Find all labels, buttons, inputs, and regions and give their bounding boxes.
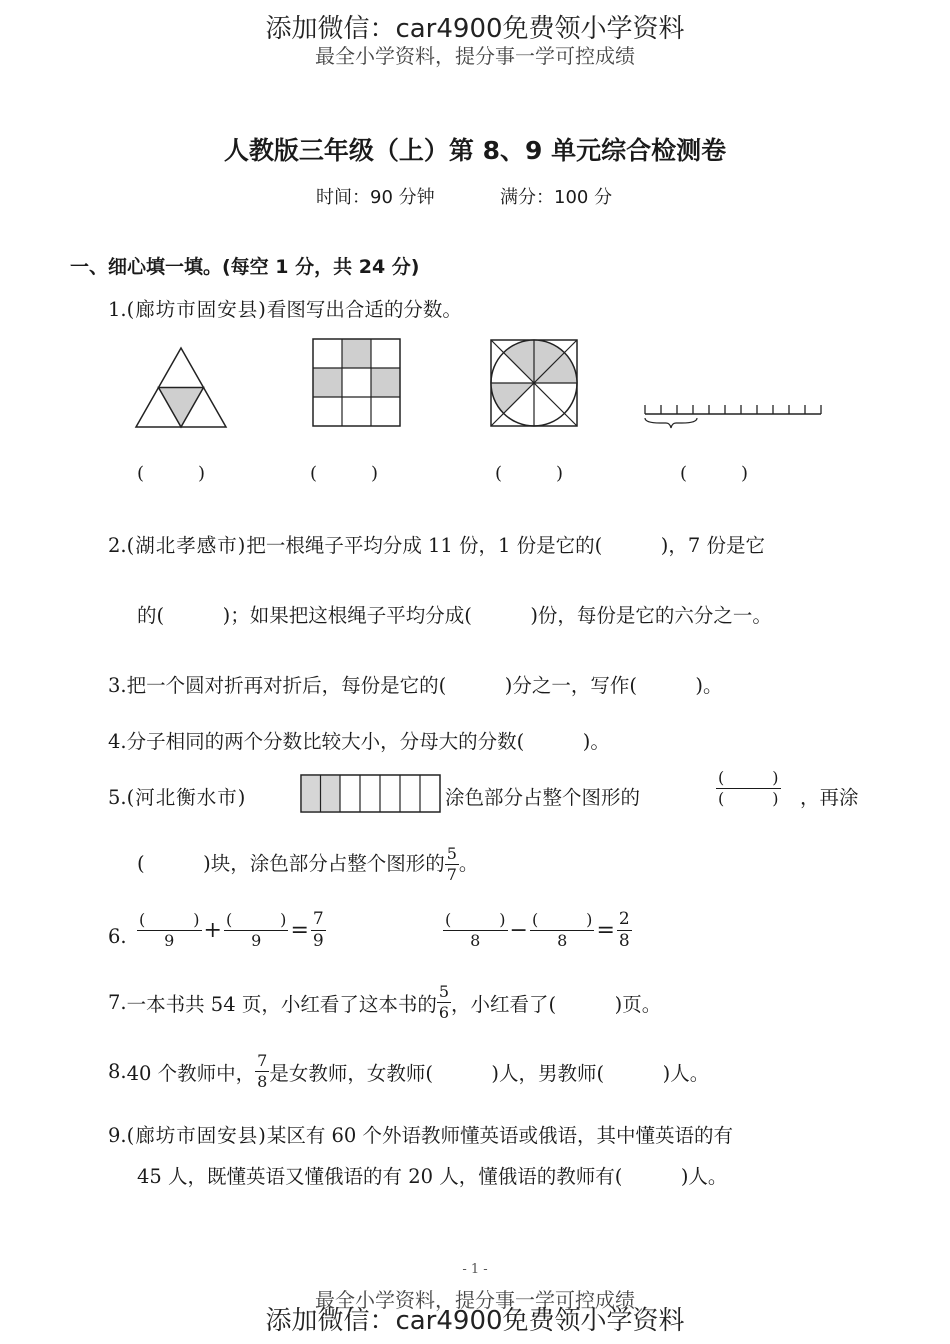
q1-text: 看图写出合适的分数。	[266, 298, 462, 321]
q1-answer-blank[interactable]: ( )	[137, 463, 206, 484]
equals-sign: =	[596, 918, 615, 943]
q8-number: 8.	[108, 1060, 127, 1083]
question-5	[108, 782, 246, 810]
q1-answer-blank[interactable]: ( )	[310, 463, 379, 484]
q5-source: (河北衡水市)	[126, 786, 247, 809]
page-title: 人教版三年级（上）第 8、9 单元综合检测卷	[223, 136, 727, 165]
q6-a-blank[interactable]: ( )	[225, 910, 287, 929]
time-limit: 时间：90 分钟	[316, 187, 435, 208]
q6-a-blank[interactable]: ( )	[139, 910, 200, 929]
watermark-bottom: 添加微信：car4900免费领小学资料	[265, 1306, 685, 1336]
q7-frac-numerator: 5	[438, 982, 450, 1001]
q4-text: 分子相同的两个分数比较大小，分母大的分数( )。	[126, 730, 610, 753]
q8-text-b: 是女教师，女教师( )人，男教师( )人。	[269, 1061, 710, 1085]
q6-b-blank[interactable]: ( )	[445, 910, 506, 929]
question-2	[108, 530, 765, 558]
q1-number: 1.	[108, 298, 127, 321]
minus-sign: −	[509, 918, 528, 943]
q9-number: 9.	[108, 1124, 127, 1147]
q5-line2-a: ( )块，涂色部分占整个图形的	[137, 852, 445, 875]
watermark-top: 添加微信：car4900免费领小学资料	[265, 14, 685, 44]
q5-numerator-blank[interactable]: ( )	[718, 768, 779, 787]
q2-text-b: 的( )；如果把这根绳子平均分成( )份，每份是它的六分之一。	[137, 604, 772, 627]
q8-frac-numerator: 7	[257, 1051, 268, 1070]
q7-text-a: 一本书共 54 页，小红看了这本书的	[126, 992, 437, 1016]
grid-figure	[313, 339, 400, 426]
q6-b-result-numerator: 2	[618, 909, 630, 929]
plus-sign: +	[203, 918, 222, 943]
page-number: - 1 -	[462, 1262, 488, 1277]
question-1	[108, 294, 462, 322]
q6-equation-b	[443, 911, 632, 950]
q6-b-denominator: 8	[557, 931, 568, 950]
q5-frac-numerator: 5	[446, 844, 457, 863]
q5-frac-denominator: 7	[446, 865, 457, 884]
q2-text-a: 把一根绳子平均分成 11 份，1 份是它的( )，7 份是它	[246, 534, 765, 557]
question-9	[108, 1120, 733, 1148]
section-heading: 一、细心填一填。(每空 1 分，共 24 分)	[70, 256, 420, 278]
q6-a-denominator: 9	[164, 931, 175, 950]
q5-line2	[137, 846, 478, 883]
q3-text: 把一个圆对折再对折后，每份是它的( )分之一，写作( )。	[126, 674, 723, 697]
q9-text-a: 某区有 60 个外语教师懂英语或俄语，其中懂英语的有	[266, 1124, 734, 1147]
q9-text-b: 45 人，既懂英语又懂俄语的有 20 人，懂俄语的教师有( )人。	[137, 1165, 728, 1188]
q6-a-result-numerator: 7	[312, 909, 324, 929]
watermark-top-faded: 最全小学资料，提分事一学可控成绩	[315, 44, 635, 68]
q8-text-a: 40 个教师中，	[126, 1061, 256, 1085]
question-8	[108, 1053, 709, 1090]
q4-number: 4.	[108, 730, 127, 753]
circle-figure	[491, 340, 577, 426]
q6-equation-a	[137, 911, 326, 950]
q6-number: 6.	[108, 925, 127, 948]
q5-line2-b: 。	[458, 852, 479, 875]
q5-number: 5.	[108, 786, 127, 809]
q3-number: 3.	[108, 674, 127, 697]
q5-text: 涂色部分占整个图形的	[445, 786, 641, 809]
q6-a-denominator: 9	[251, 931, 262, 950]
question-4	[108, 726, 610, 754]
question-7	[108, 984, 661, 1021]
q7-number: 7.	[108, 991, 127, 1014]
question-3	[108, 670, 723, 698]
triangle-figure	[136, 348, 226, 427]
q6-a-result-denominator: 9	[312, 931, 324, 951]
q2-number: 2.	[108, 534, 127, 557]
q9-source: (廊坊市固安县)	[126, 1124, 267, 1147]
q1-answer-blank[interactable]: ( )	[680, 463, 749, 484]
watermark-bottom-faded: 最全小学资料，提分事一学可控成绩	[315, 1288, 635, 1312]
segment-line-figure	[645, 405, 821, 428]
q5-denominator-blank[interactable]: ( )	[718, 789, 779, 808]
q5-strip-figure	[300, 774, 442, 814]
q8-frac-denominator: 8	[257, 1072, 268, 1091]
q1-source: (廊坊市固安县)	[126, 298, 267, 321]
q5-tail: ，再涂	[800, 786, 859, 809]
equals-sign: =	[290, 918, 309, 943]
q6-b-blank[interactable]: ( )	[531, 910, 593, 929]
q5-fraction-blank[interactable]	[716, 770, 781, 807]
q7-frac-denominator: 6	[438, 1003, 450, 1022]
q6-b-result-denominator: 8	[618, 931, 630, 951]
q1-answer-blank[interactable]: ( )	[495, 463, 564, 484]
q2-source: (湖北孝感市)	[126, 534, 247, 557]
q6-b-denominator: 8	[470, 931, 481, 950]
full-score: 满分：100 分	[500, 187, 613, 208]
q7-text-b: ，小红看了( )页。	[451, 992, 662, 1016]
q1-figures	[0, 330, 950, 440]
